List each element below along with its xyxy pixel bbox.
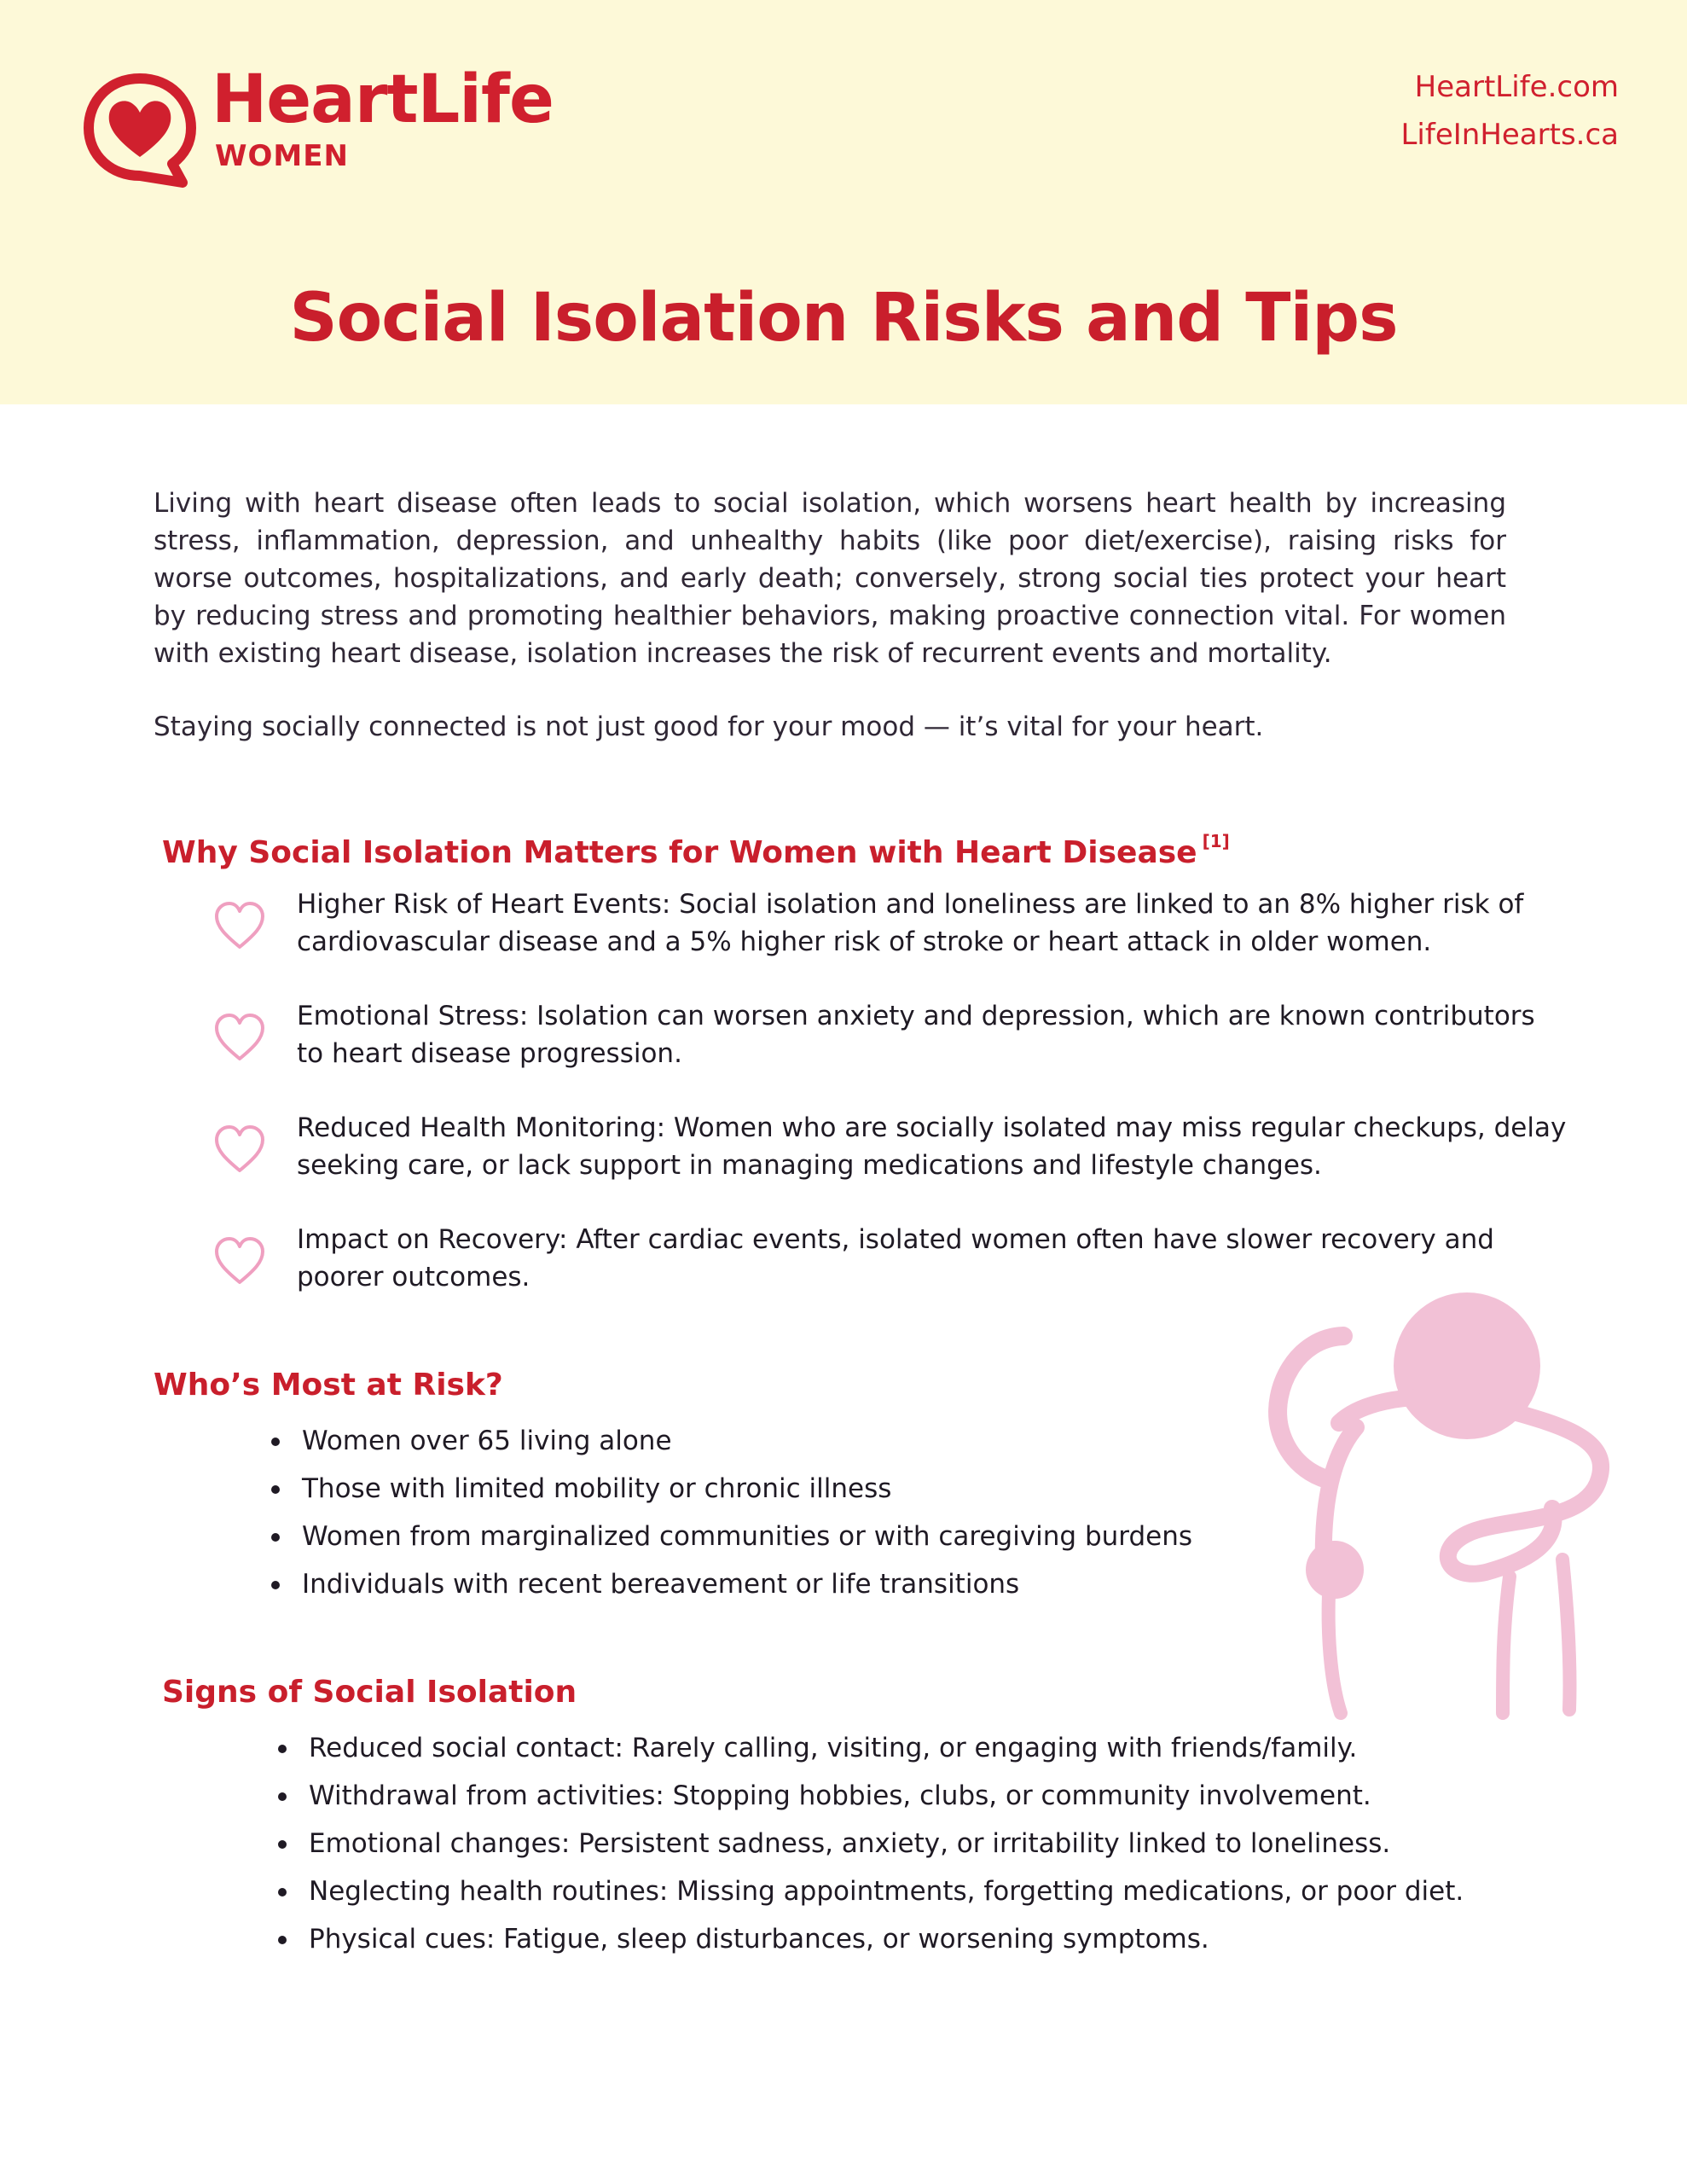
list-item — [302, 1465, 1325, 1513]
list-item — [302, 1560, 1325, 1608]
bullet-dot — [278, 1840, 287, 1849]
brand-name: HeartLife — [212, 61, 554, 138]
matters-item-text: Emotional Stress: Isolation can worsen anxiety and depression, which are known contributors to heart disease progression. — [297, 1001, 1535, 1069]
link-heartlife[interactable]: HeartLife.com — [1414, 70, 1619, 104]
signs-item-text: Reduced social contact: Rarely calling, visiting, or engaging with friends/family. — [309, 1733, 1358, 1763]
bullet-dot — [278, 1936, 287, 1944]
signs-list — [309, 1724, 1588, 1963]
list-item — [309, 1820, 1588, 1867]
section-heading-risk: Who’s Most at Risk? — [154, 1368, 503, 1403]
matters-heading-text: Why Social Isolation Matters for Women with Heart Disease — [162, 835, 1197, 870]
bullet-dot — [271, 1581, 280, 1589]
heart-outline-icon — [213, 1234, 266, 1287]
risk-list — [302, 1417, 1325, 1608]
list-item — [302, 1417, 1325, 1465]
list-item — [213, 997, 1578, 1109]
heart-outline-icon — [213, 1011, 266, 1064]
intro-paragraph: Living with heart disease often leads to social isolation, which worsens heart health by increasing stress, inflammation, depression, and unhealthy habits (like poor diet/exercise), raising risks for worse outcomes, hospitalizations, and early death; conversely, strong social ties protect your heart by reducing stress and promoting healthier behaviors, making proactive connection vital. For women with existing heart disease, isolation increases the risk of recurrent events and mortality. — [154, 488, 1506, 669]
brand-subtitle: WOMEN — [215, 139, 349, 173]
section-heading-matters — [162, 833, 1230, 868]
list-item — [309, 1867, 1588, 1915]
signs-item-text: Physical cues: Fatigue, sleep disturbances, or worsening symptoms. — [309, 1924, 1209, 1955]
bullet-dot — [271, 1438, 280, 1446]
matters-list — [213, 886, 1578, 1333]
risk-item-text: Women from marginalized communities or with caregiving burdens — [302, 1521, 1193, 1552]
risk-item-text: Women over 65 living alone — [302, 1426, 672, 1456]
heart-outline-icon — [213, 899, 266, 952]
signs-item-text: Withdrawal from activities: Stopping hobbies, clubs, or community involvement. — [309, 1780, 1371, 1811]
site-links — [1400, 63, 1619, 159]
signs-item-text: Emotional changes: Persistent sadness, anxiety, or irritability linked to loneliness. — [309, 1828, 1391, 1859]
list-item — [309, 1915, 1588, 1963]
link-lifeinhearts[interactable]: LifeInHearts.ca — [1400, 118, 1619, 152]
tagline: Staying socially connected is not just good for your mood — it’s vital for your heart. — [154, 712, 1264, 742]
risk-item-text: Individuals with recent bereavement or life transitions — [302, 1569, 1020, 1600]
list-item — [309, 1724, 1588, 1772]
bullet-dot — [278, 1745, 287, 1753]
list-item — [213, 1109, 1578, 1221]
heart-outline-icon — [213, 1123, 266, 1176]
risk-item-text: Those with limited mobility or chronic illness — [302, 1473, 892, 1504]
bullet-dot — [271, 1533, 280, 1542]
heart-logo-icon — [82, 72, 198, 188]
page-title: Social Isolation Risks and Tips — [289, 280, 1398, 357]
header-banner — [0, 0, 1687, 404]
footnote-ref[interactable]: [1] — [1202, 831, 1230, 851]
matters-item-text: Reduced Health Monitoring: Women who are socially isolated may miss regular checkups, delay seeking care, or lack support in managing medications and lifestyle changes. — [297, 1112, 1567, 1181]
bullet-dot — [271, 1485, 280, 1494]
matters-item-text: Higher Risk of Heart Events: Social isolation and loneliness are linked to an 8% higher risk of cardiovascular disease and a 5% higher risk of stroke or heart attack in older women. — [297, 889, 1524, 957]
bullet-dot — [278, 1792, 287, 1801]
section-heading-signs: Signs of Social Isolation — [162, 1675, 577, 1710]
signs-item-text: Neglecting health routines: Missing appointments, forgetting medications, or poor diet. — [309, 1876, 1464, 1907]
list-item — [213, 886, 1578, 997]
bullet-dot — [278, 1888, 287, 1896]
hug-illustration — [1262, 1287, 1620, 1730]
list-item — [302, 1513, 1325, 1560]
list-item — [309, 1772, 1588, 1820]
matters-item-text: Impact on Recovery: After cardiac events, isolated women often have slower recovery and poorer outcomes. — [297, 1224, 1494, 1292]
